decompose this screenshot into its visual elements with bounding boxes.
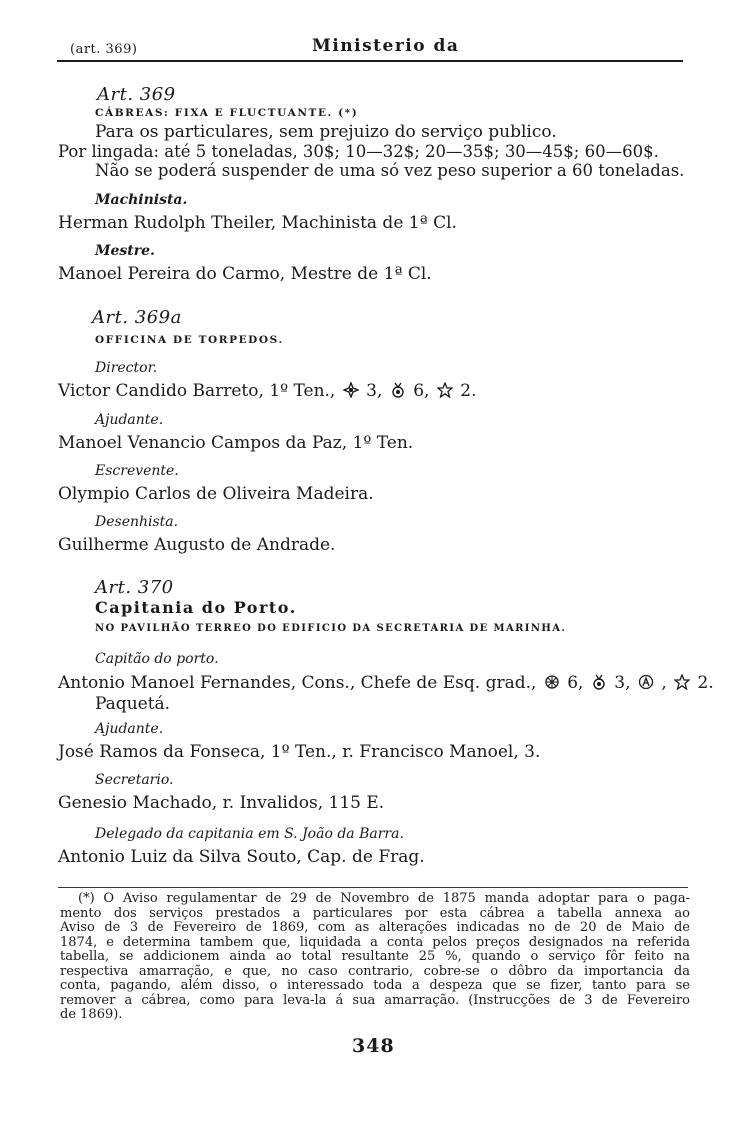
art-369-line-2: Por lingada: até 5 toneladas, 30$; 10—32$; 20—35$; 30—45$; 60—60$. xyxy=(58,142,659,161)
director-name-text: Victor Candido Barreto, 1º Ten., xyxy=(58,381,336,401)
art-369a-role-director: Director. xyxy=(95,360,158,376)
capitao-decoration-4: 2. xyxy=(697,673,714,693)
medal-icon xyxy=(591,674,607,690)
footnote-line: tabella, se addicionem ainda ao total resultante 25 %, quando o serviço fôr feito na xyxy=(60,949,690,964)
page-number: 348 xyxy=(352,1035,395,1057)
art-369a-name-ajudante: Manoel Venancio Campos da Paz, 1º Ten. xyxy=(58,433,414,453)
art-369-line-3: Não se poderá suspender de uma só vez peso superior a 60 toneladas. xyxy=(95,161,685,180)
footnote-line: 1874, e determina tambem que, liquidada a conta pelos preços designados na referida xyxy=(60,934,690,950)
art-370-heading: Art. 370 xyxy=(95,577,174,598)
footnote-line: respectiva amarração, e que, no caso contrario, cobre-se o dôbro da importancia da xyxy=(60,963,690,979)
art-370-role-secretario: Secretario. xyxy=(95,772,174,788)
footnote-line: conta, pagando, além disso, o interessado toda a despeza que se fizer, tanto para se xyxy=(60,978,690,993)
art-369a-role-escrevente: Escrevente. xyxy=(95,463,179,479)
running-head-article: (art. 369) xyxy=(70,42,138,57)
art-370-name-ajudante: José Ramos da Fonseca, 1º Ten., r. Francisco Manoel, 3. xyxy=(58,742,541,762)
capitao-decoration-1: 6, xyxy=(567,673,584,693)
footnote-line: mento dos serviços prestados a particulares por esta cábrea a tabella annexa ao xyxy=(60,905,690,921)
art-369a-subtitle: OFFICINA DE TORPEDOS. xyxy=(95,334,284,346)
art-369-name-machinista: Herman Rudolph Theiler, Machinista de 1ª Cl. xyxy=(58,213,457,233)
footnote xyxy=(60,892,690,1023)
art-370-title: Capitania do Porto. xyxy=(95,598,297,617)
star-icon xyxy=(674,674,690,690)
art-369a-name-escrevente: Olympio Carlos de Oliveira Madeira. xyxy=(58,484,374,504)
art-369-name-mestre: Manoel Pereira do Carmo, Mestre de 1ª Cl. xyxy=(58,264,432,284)
director-decoration-2: 6, xyxy=(413,381,430,401)
art-369-line-1: Para os particulares, sem prejuizo do serviço publico. xyxy=(95,122,557,142)
art-370-role-ajudante: Ajudante. xyxy=(95,721,164,737)
art-369a-heading: Art. 369a xyxy=(92,307,182,328)
art-370-name-delegado: Antonio Luiz da Silva Souto, Cap. de Frag. xyxy=(58,847,425,867)
running-head-title: Ministerio da xyxy=(312,36,460,56)
art-369-subtitle: CÁBREAS: FIXA E FLUCTUANTE. (*) xyxy=(95,107,359,119)
medal-icon xyxy=(390,382,406,398)
art-370-name-secretario: Genesio Machado, r. Invalidos, 115 E. xyxy=(58,793,385,813)
header-rule xyxy=(57,60,683,62)
art-369a-name-director xyxy=(58,381,476,401)
art-369-heading: Art. 369 xyxy=(97,84,176,105)
capitao-decoration-3: , xyxy=(661,673,667,693)
footnote-line: (*) O Aviso regulamentar de 29 de Novembro de 1875 manda adoptar para o paga- xyxy=(78,891,690,906)
art-369-role-machinista: Machinista. xyxy=(95,192,188,208)
director-decoration-1: 3, xyxy=(366,381,383,401)
director-decoration-3: 2. xyxy=(460,381,477,401)
footnote-line: de 1869). xyxy=(60,1007,123,1022)
art-370-role-capitao: Capitão do porto. xyxy=(95,651,219,667)
art-369-role-mestre: Mestre. xyxy=(95,243,155,259)
art-369a-role-desenhista: Desenhista. xyxy=(95,514,179,530)
art-370-role-delegado: Delegado da capitania em S. João da Barra. xyxy=(95,826,404,842)
order-rose-icon xyxy=(544,674,560,690)
art-370-name-capitao xyxy=(58,673,714,693)
capitao-name-text: Antonio Manoel Fernandes, Cons., Chefe de Esq. grad., xyxy=(58,673,537,693)
star-icon xyxy=(437,382,453,398)
footnote-rule xyxy=(58,887,688,888)
footnote-line: remover a cábrea, como para leva-la á sua amarração. (Instrucções de 3 de Fevereiro xyxy=(60,992,690,1008)
order-cross-icon xyxy=(343,382,359,398)
capitao-decoration-2: 3, xyxy=(614,673,631,693)
footnote-line: Aviso de 3 de Fevereiro de 1869, com as alterações indicadas no de 20 de Maio de xyxy=(60,920,690,935)
art-369a-name-desenhista: Guilherme Augusto de Andrade. xyxy=(58,535,336,555)
circled-a-icon xyxy=(638,674,654,690)
art-369a-role-ajudante: Ajudante. xyxy=(95,412,164,428)
art-370-subtitle: NO PAVILHÃO TERREO DO EDIFICIO DA SECRETARIA DE MARINHA. xyxy=(95,623,567,634)
art-370-name-capitao-cont: Paquetá. xyxy=(95,694,171,714)
